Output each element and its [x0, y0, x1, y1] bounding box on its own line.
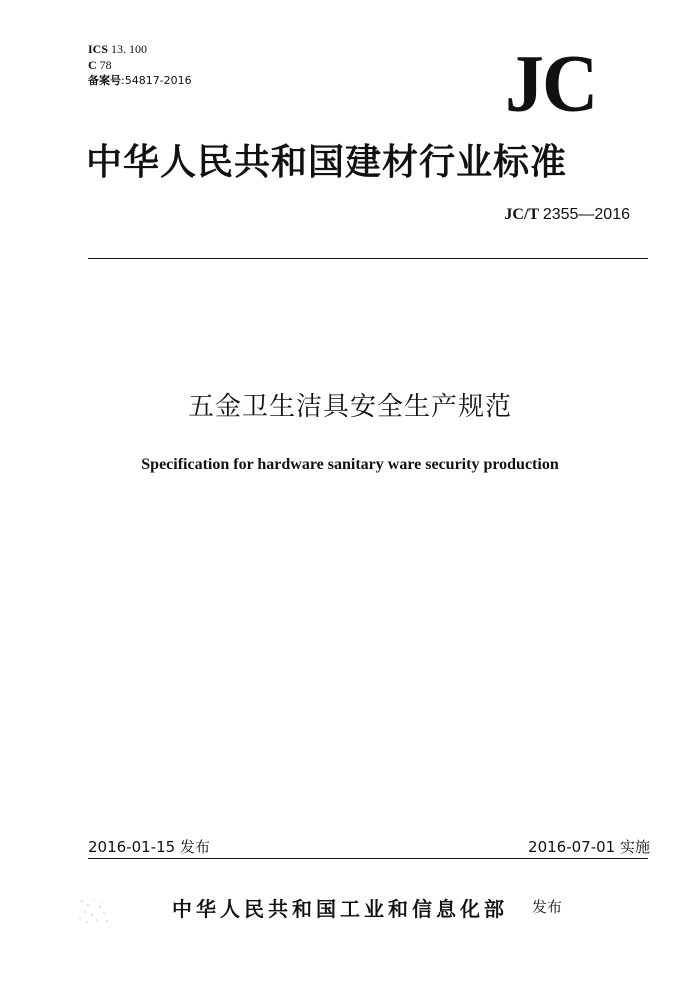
- standard-number: [504, 206, 630, 224]
- standard-prefix: JC/T: [504, 206, 539, 223]
- issue-label: 发布: [532, 898, 563, 916]
- ics-value: 13. 100: [111, 42, 148, 56]
- ccs-value: 78: [99, 58, 112, 72]
- ccs-code: [88, 57, 112, 73]
- standard-code: 2355—2016: [542, 206, 630, 223]
- top-divider: [88, 258, 648, 259]
- ics-label: ICS: [88, 42, 109, 56]
- category-title: 中华人民共和国建材行业标准: [86, 141, 568, 183]
- filing-label: 备案号: [88, 74, 121, 87]
- scan-speckle: [78, 896, 112, 926]
- jc-logo: JC: [505, 36, 597, 129]
- implementation-date: 2016-07-01 实施: [528, 838, 650, 856]
- filing-number: [88, 73, 192, 89]
- filing-value: :54817-2016: [121, 74, 192, 87]
- title-english: Specification for hardware sanitary ware security production: [141, 456, 559, 473]
- bottom-divider: [88, 858, 648, 859]
- issue-date: 2016-01-15 发布: [88, 838, 210, 856]
- ics-code: [88, 41, 147, 57]
- ccs-label: C: [88, 58, 97, 72]
- issuing-authority: 中华人民共和国工业和信息化部: [172, 897, 508, 921]
- title-chinese: 五金卫生洁具安全生产规范: [187, 392, 512, 422]
